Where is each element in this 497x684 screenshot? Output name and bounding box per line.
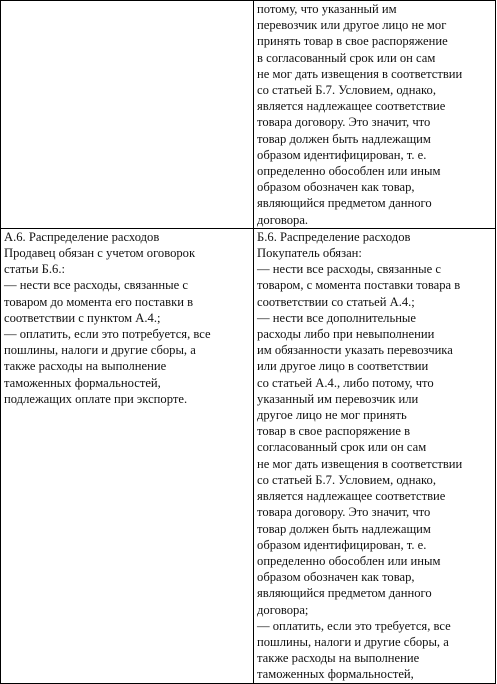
text-line: является надлежащее соответствие bbox=[257, 99, 446, 114]
text-line: образом идентифицирован, т. е. bbox=[257, 537, 427, 552]
buyer-obligations-cell bbox=[254, 228, 496, 683]
text-line: также расходы на выполнение bbox=[257, 651, 420, 666]
text-line: таможенных формальностей, bbox=[4, 375, 161, 390]
text-line: статьи Б.6.: bbox=[4, 262, 65, 277]
text-line: товара договору. Это значит, что bbox=[257, 115, 431, 130]
text-line: пошлины, налоги и другие сборы, а bbox=[4, 343, 196, 358]
table-row bbox=[1, 1, 496, 229]
text-line: другое лицо не мог принять bbox=[257, 408, 407, 423]
text-line: товаром, с момента поставки товара в bbox=[257, 278, 461, 293]
text-line: товара договору. Это значит, что bbox=[257, 505, 431, 520]
text-line: товар в свое распоряжение в bbox=[257, 424, 411, 439]
text-line: являющийся предметом данного bbox=[257, 196, 432, 211]
text-line: или другое лицо в соответствии bbox=[257, 359, 429, 374]
text-line: расходы либо при невыполнении bbox=[257, 327, 435, 342]
text-line: А.6. Распределение расходов bbox=[4, 229, 160, 244]
text-line: пошлины, налоги и другие сборы, а bbox=[257, 634, 449, 649]
text-line: является надлежащее соответствие bbox=[257, 489, 446, 504]
text-line: — нести все расходы, связанные с bbox=[4, 278, 188, 293]
text-line: принять товар в свое распоряжение bbox=[257, 34, 448, 49]
text-line: являющийся предметом данного bbox=[257, 586, 432, 601]
text-line: — нести все дополнительные bbox=[257, 310, 416, 325]
text-line: определенно обособлен или иным bbox=[257, 553, 441, 568]
text-line: потому, что указанный им bbox=[257, 2, 397, 16]
text-line: определенно обособлен или иным bbox=[257, 164, 441, 179]
text-line: образом обозначен как товар, bbox=[257, 180, 415, 195]
text-line: со статьей Б.7. Условием, однако, bbox=[257, 472, 436, 487]
text-line: — нести все расходы, связанные с bbox=[257, 262, 441, 277]
text-line: образом обозначен как товар, bbox=[257, 570, 415, 585]
text-line: перевозчик или другое лицо не мог bbox=[257, 18, 447, 33]
text-line: Б.6. Распределение расходов bbox=[257, 229, 411, 244]
text-line: Продавец обязан с учетом оговорок bbox=[4, 246, 196, 261]
text-line: — оплатить, если это требуется, все bbox=[257, 618, 451, 633]
text-line: не мог дать извещения в соответствии bbox=[257, 456, 463, 471]
text-line: подлежащих оплате при экспорте. bbox=[4, 391, 188, 406]
text-line: указанный им перевозчик или bbox=[257, 391, 419, 406]
table-row bbox=[1, 228, 496, 683]
seller-obligations-cell bbox=[1, 228, 254, 683]
text-line: соответствии с пунктом А.4.; bbox=[4, 310, 161, 325]
text-line: договора. bbox=[257, 212, 309, 227]
text-line: в согласованный срок или он сам bbox=[257, 50, 436, 65]
text-line: соответствии со статьей А.4.; bbox=[257, 294, 415, 309]
text-line: им обязанности указать перевозчика bbox=[257, 343, 453, 358]
text-line: со статьей А.4., либо потому, что bbox=[257, 375, 434, 390]
text-line: не мог дать извещения в соответствии bbox=[257, 66, 463, 81]
text-line: со статьей Б.7. Условием, однако, bbox=[257, 83, 436, 98]
text-line: договора; bbox=[257, 602, 309, 617]
text-line: согласованный срок или он сам bbox=[257, 440, 427, 455]
text-line: — оплатить, если это потребуется, все bbox=[4, 327, 211, 342]
buyer-cell-continued bbox=[254, 1, 496, 229]
text-line: также расходы на выполнение bbox=[4, 359, 167, 374]
text-line: образом идентифицирован, т. е. bbox=[257, 147, 427, 162]
seller-cell-continued bbox=[1, 1, 254, 229]
text-line: товар должен быть надлежащим bbox=[257, 131, 431, 146]
text-line: Покупатель обязан: bbox=[257, 246, 362, 261]
text-line: таможенных формальностей, bbox=[257, 667, 414, 682]
text-line: товаром до момента его поставки в bbox=[4, 294, 194, 309]
text-line: товар должен быть надлежащим bbox=[257, 521, 431, 536]
